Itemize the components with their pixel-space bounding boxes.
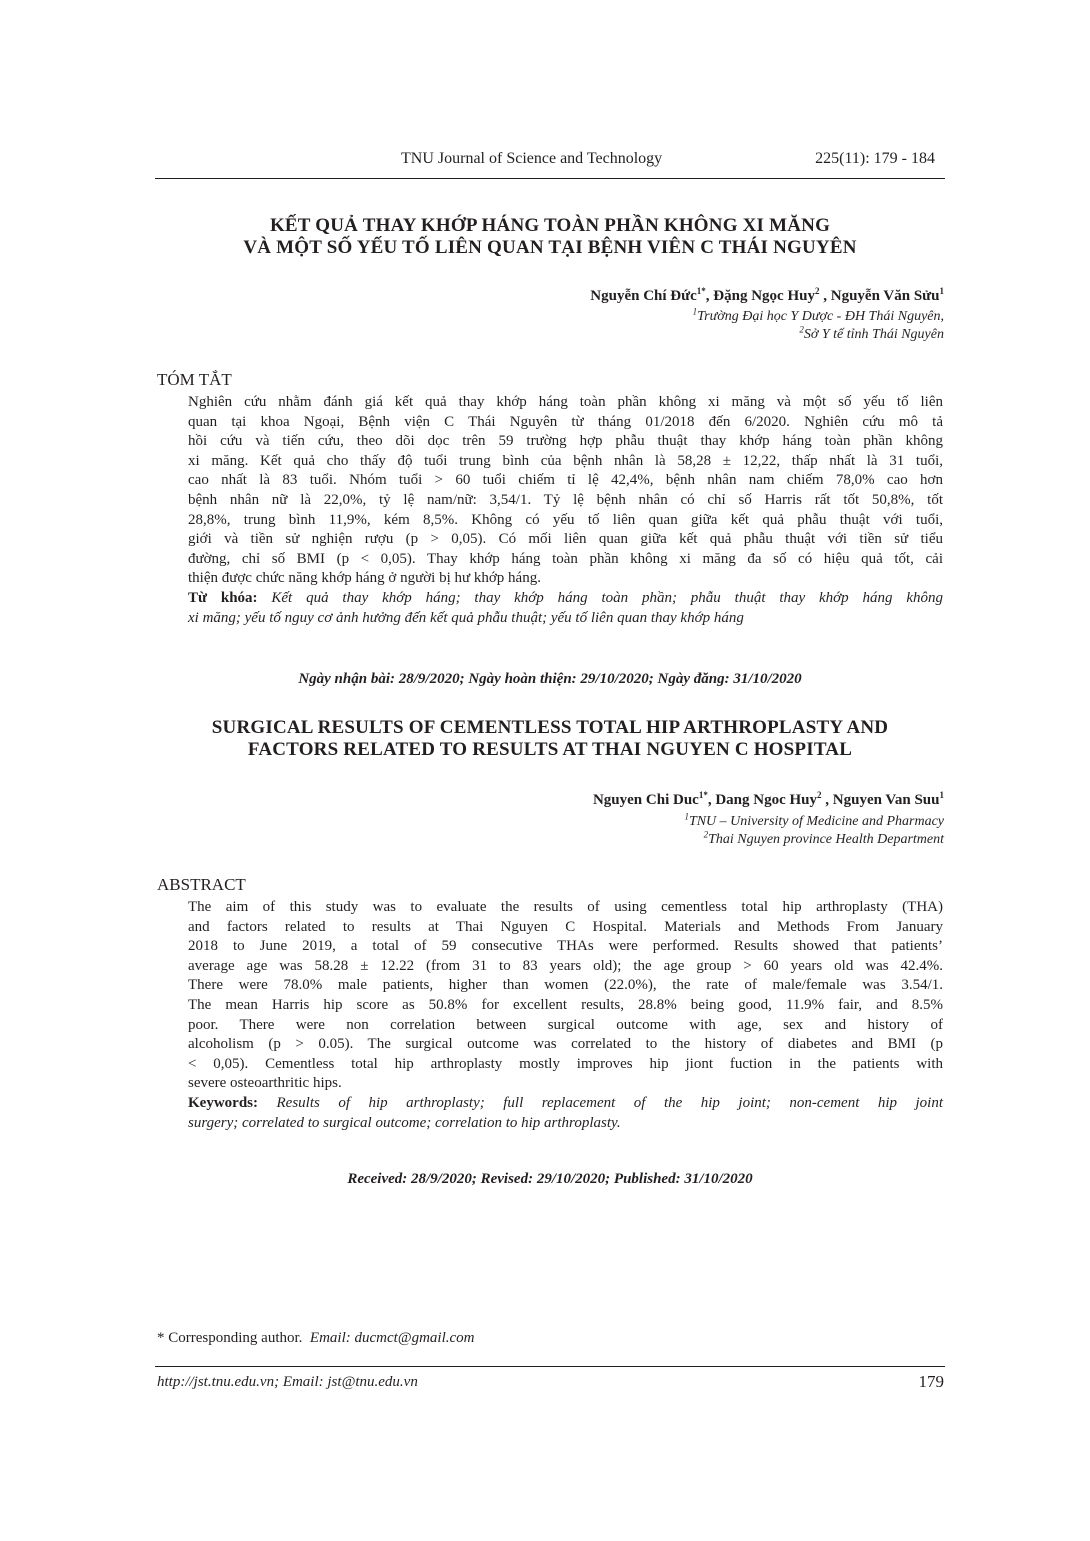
footer-divider [155,1366,945,1367]
vi-abstract-line: thiện được chức năng khớp háng ở người bị hư khớp háng. [188,570,541,587]
en-abstract-line: < 0,05). Cementless total hip arthroplasty mostly improves hip jiont fuction in the patients with [188,1055,943,1072]
en-keywords-text-1: Results of hip arthroplasty; full replacement of the hip joint; non-cement hip joint [276,1094,944,1111]
en-affiliations [684,813,944,849]
vi-title-line-1: KẾT QUẢ THAY KHỚP HÁNG TOÀN PHẦN KHÔNG XI MĂNG [269,215,831,236]
vi-affiliation-1 [693,308,944,326]
en-title-line-1: SURGICAL RESULTS OF CEMENTLESS TOTAL HIP ARTHROPLASTY AND [211,717,889,738]
en-abstract-line: poor. There were non correlation between surgical outcome with age, sex and history of [188,1016,943,1033]
footnote-email: Email: ducmct@gmail.com [309,1330,475,1346]
vi-abstract-line: xi măng. Kết quả cho thấy độ tuổi trung bình của bệnh nhân là 58,28 ± 12,22, thấp nhất là 31 tuổi, [188,452,943,469]
en-title [155,717,945,761]
en-abstract-line: 2018 to June 2019, a total of 59 consecutive THAs were performed. Results showed that patients’ [188,938,943,955]
en-affiliation-2 [684,831,944,849]
vi-author-1-sup: 1* [696,286,706,296]
en-keywords-line-2: surgery; correlated to surgical outcome; correlation to hip arthroplasty. [188,1114,621,1131]
en-abstract-line: average age was 58.28 ± 12.22 (from 31 to 83 years old); the age group > 60 years old was 42.4%. [188,957,943,974]
en-author-2: Dang Ngoc Huy [715,792,818,808]
en-authors: Nguyen Chi Duc$^{1*}$, Dang Ngoc Huy$^2$ , Nguyen Van Suu$^1$ [592,790,944,808]
en-keywords-line-1 [188,1094,943,1114]
en-affil-2-sup: 2 [703,829,709,840]
vi-author-1: Nguyễn Chí Đức [590,288,697,304]
vi-keywords-label: Từ khóa: [188,589,258,606]
vi-author-2: Đặng Ngọc Huy [713,288,815,304]
vi-abstract-line: quan tại khoa Ngoại, Bệnh viện C Thái Nguyên từ tháng 01/2018 đến 6/2020. Nghiên cứu mô tả [188,413,943,430]
en-author-3: Nguyen Van Suu [832,792,940,808]
vi-affil-2-text: Sở Y tế tỉnh Thái Nguyên [803,327,944,342]
vi-abstract-line: Nghiên cứu nhằm đánh giá kết quả thay khớp háng toàn phần không xi măng và một số yếu tố liên [188,394,943,410]
vi-affiliations [693,308,944,344]
vi-affiliation-2 [693,326,944,344]
en-abstract-line: alcoholism (p > 0.05). The surgical outcome was correlated to the history of diabetes and BMI (p [188,1036,943,1053]
vi-affil-2-sup: 2 [799,324,804,335]
vi-authors: Nguyễn Chí Đức$^{1*}$, Đặng Ngọc Huy$^2$ , Nguyễn Văn Sửu$^1$ [590,286,944,304]
vi-author-3: Nguyễn Văn Sửu [830,288,940,304]
vi-title [155,215,945,259]
vi-title-line-2: VÀ MỘT SỐ YẾU TỐ LIÊN QUAN TẠI BỆNH VIÊN C THÁI NGUYÊN [243,237,857,258]
en-section-heading: ABSTRACT [157,875,246,894]
en-abstract-line: The aim of this study was to evaluate the results of using cementless total hip arthroplasty (THA) [188,899,943,915]
vi-abstract-line: hồi cứu và tiến cứu, theo dõi dọc trên 59 trường hợp phẫu thuật thay khớp háng toàn phần không [188,433,943,450]
vi-author-3-sup: 1 [939,286,944,296]
volume-pages: 225(11): 179 - 184 [815,150,935,167]
journal-name: TNU Journal of Science and Technology [401,150,663,167]
vi-affil-1-text: Trường Đại học Y Dược - ĐH Thái Nguyên, [697,309,944,324]
header-divider [155,178,945,179]
en-author-1-sup: 1* [698,790,708,800]
en-abstract [188,898,943,1133]
en-abstract-line: severe osteoarthritic hips. [188,1075,342,1092]
en-dates: Received: 28/9/2020; Revised: 29/10/2020; Published: 31/10/2020 [347,1171,753,1187]
vi-keywords-text-1: Kết quả thay khớp háng; thay khớp háng toàn phần; phẫu thuật thay khớp háng không [271,589,944,606]
en-affil-2-text: Thai Nguyen province Health Department [708,832,944,847]
vi-section-heading: TÓM TẮT [157,370,232,389]
corresponding-author-footnote [157,1330,475,1347]
vi-author-2-sup: 2 [814,286,820,296]
vi-abstract-line: bệnh nhân nữ là 22,0%, tỷ lệ nam/nữ: 3,54/1. Tỷ lệ bệnh nhân có chỉ số Harris rất tốt 50,8%, tốt [188,491,943,508]
vi-abstract [188,393,943,628]
vi-abstract-line: cao nhất là 83 tuổi. Nhóm tuổi > 60 tuổi chiếm tỉ lệ 42,4%, bệnh nhân nam chiếm 78,0% cao hơn [188,472,943,489]
en-keywords-label: Keywords: [188,1094,258,1111]
en-author-3-sup: 1 [939,790,944,800]
en-affil-1-text: TNU – University of Medicine and Pharmacy [688,814,944,829]
footnote-label: * Corresponding author. [157,1330,303,1346]
vi-abstract-line: giới và tiền sử nghiện rượu (p > 0,05). Có mối liên quan giữa kết quả phẫu thuật với tiền sử tiểu [188,531,943,548]
footer-url: http://jst.tnu.edu.vn; Email: jst@tnu.edu.vn [157,1374,418,1390]
vi-dates: Ngày nhận bài: 28/9/2020; Ngày hoàn thiện: 29/10/2020; Ngày đăng: 31/10/2020 [298,671,802,687]
vi-keywords-line-1 [188,589,943,609]
en-abstract-line: and factors related to results at Thai Nguyen C Hospital. Materials and Methods From January [188,918,943,935]
vi-abstract-line: 28,8%, trung bình 11,9%, kém 8,5%. Không có yếu tố liên quan giữa kết quả phẫu thuật với tuổi, [188,511,943,528]
en-author-2-sup: 2 [817,790,822,800]
vi-affil-1-sup: 1 [692,306,698,317]
en-affiliation-1 [684,813,944,831]
vi-abstract-line: đường, chỉ số BMI (p < 0,05). Thay khớp háng toàn phần không xi măng đa số có hiệu quả tốt, cải [188,550,943,567]
vi-keywords-line-2: xi măng; yếu tố nguy cơ ảnh hưởng đến kết quả phẫu thuật; yếu tố liên quan thay khớp háng [188,609,744,626]
en-affil-1-sup: 1 [684,811,689,822]
en-title-line-2: FACTORS RELATED TO RESULTS AT THAI NGUYEN C HOSPITAL [247,739,853,760]
en-abstract-line: The mean Harris hip score as 50.8% for excellent results, 28.8% being good, 11.9% fair, and 8.5% [188,996,943,1013]
en-author-1: Nguyen Chi Duc [592,792,699,808]
page-number: 179 [918,1372,944,1391]
en-abstract-line: There were 78.0% male patients, higher than women (22.0%), the rate of male/female was 3.54/1. [188,977,943,994]
